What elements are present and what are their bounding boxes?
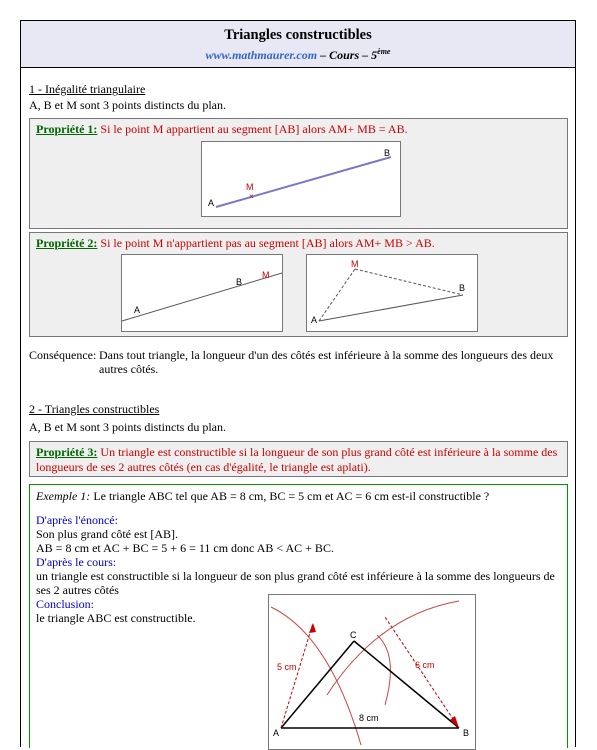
segment-mb [355,269,466,295]
length-ac-label: 5 cm [277,662,297,672]
consequence-line2: autres côtés. [99,362,159,376]
segment-am [319,269,355,321]
figure-triangle-abm [306,254,478,332]
example-line1: Son plus grand côté est [AB]. [36,527,178,541]
point-c-label: C [350,630,357,640]
property-3-text2: longueurs de ses 2 autres côtés (en cas d'égalité, le triangle est aplati). [36,460,371,474]
figure-m-on-segment [201,141,401,217]
example-heading-course: D'après le cours: [36,555,117,569]
length-bc-label: 6 cm [415,660,435,670]
point-a-label: A [273,728,280,738]
point-b-label: B [463,728,470,738]
compass-radius-b [385,617,459,728]
point-b-label: B [236,277,243,287]
property-1-label: Propriété 1: [36,122,98,136]
point-m-label: M [262,270,270,280]
section2-heading: 2 - Triangles constructibles [29,402,160,416]
point-m-label: M [351,259,359,269]
example-heading-statement: D'après l'énoncé: [36,513,118,527]
line-abm [122,273,282,321]
subtitle-course: Cours [329,48,360,62]
property-2-box [29,232,568,337]
arrow-head-a [309,623,316,633]
subtitle-sep: – [317,48,330,62]
example-label: Exemple 1: [36,489,91,503]
point-a-label: A [311,315,318,325]
document-page [20,20,576,747]
example-line3: un triangle est constructible si la longueur de son plus grand côté est inférieure à la somme des longueurs de [36,569,555,583]
example-line4: ses 2 autres côtés [36,583,119,597]
property-2-label: Propriété 2: [36,236,98,250]
property-1-line [36,122,408,137]
figure-m-on-line [121,254,283,332]
example-line5: le triangle ABC est constructible. [36,611,196,625]
property-2-line [36,236,435,251]
point-m-mark: × [249,192,254,201]
document-header [21,21,575,68]
page-title: Triangles constructibles [224,27,372,43]
example-box [29,484,568,748]
section2-intro: A, B et M sont 3 points distincts du plan. [29,420,227,434]
length-ab-label: 8 cm [359,713,379,723]
example-question-line [36,489,562,504]
section1-intro: A, B et M sont 3 points distincts du plan. [29,98,227,112]
example-question: Le triangle ABC tel que AB = 8 cm, BC = 5 cm et AC = 6 cm est-il constructible ? [90,489,490,503]
page-subtitle [21,47,575,63]
property-3-text1: Un triangle est constructible si la longueur de son plus grand côté est inférieure à la somme des [97,445,558,459]
consequence-label: Conséquence: [29,348,97,362]
property-1-text: Si le point M appartient au segment [AB] alors AM+ MB = AB. [97,122,408,136]
property-1-box [29,118,568,229]
point-a-label: A [208,198,215,208]
arc-from-b-upper [327,601,459,695]
subtitle-sup: ème [377,47,391,56]
property-3-line1 [36,445,562,460]
segment-ab [216,157,391,207]
point-a-label: A [134,305,141,315]
compass-radius-a [281,623,313,728]
subtitle-level: – 5 [359,48,378,62]
example-line2: AB = 8 cm et AC + BC = 5 + 6 = 11 cm donc AB < AC + BC. [36,541,334,555]
site-link[interactable]: www.mathmaurer.com [205,48,318,62]
side-ac [281,641,354,728]
figure-triangle-abc [268,594,476,750]
point-m-label: M [246,182,254,192]
section1-heading: 1 - Inégalité triangulaire [29,82,146,96]
example-heading-conclusion: Conclusion: [36,597,95,611]
point-b-label: B [384,148,391,158]
property-2-text: Si le point M n'appartient pas au segment [AB] alors AM+ MB > AB. [97,236,435,250]
property-3-label: Propriété 3: [36,445,98,459]
point-b-label: B [459,283,466,293]
consequence-line1: Dans tout triangle, la longueur d'un des côtés est inférieure à la somme des longueurs des deux [99,348,554,362]
property-3-box [29,441,568,477]
segment-ab [319,295,463,321]
